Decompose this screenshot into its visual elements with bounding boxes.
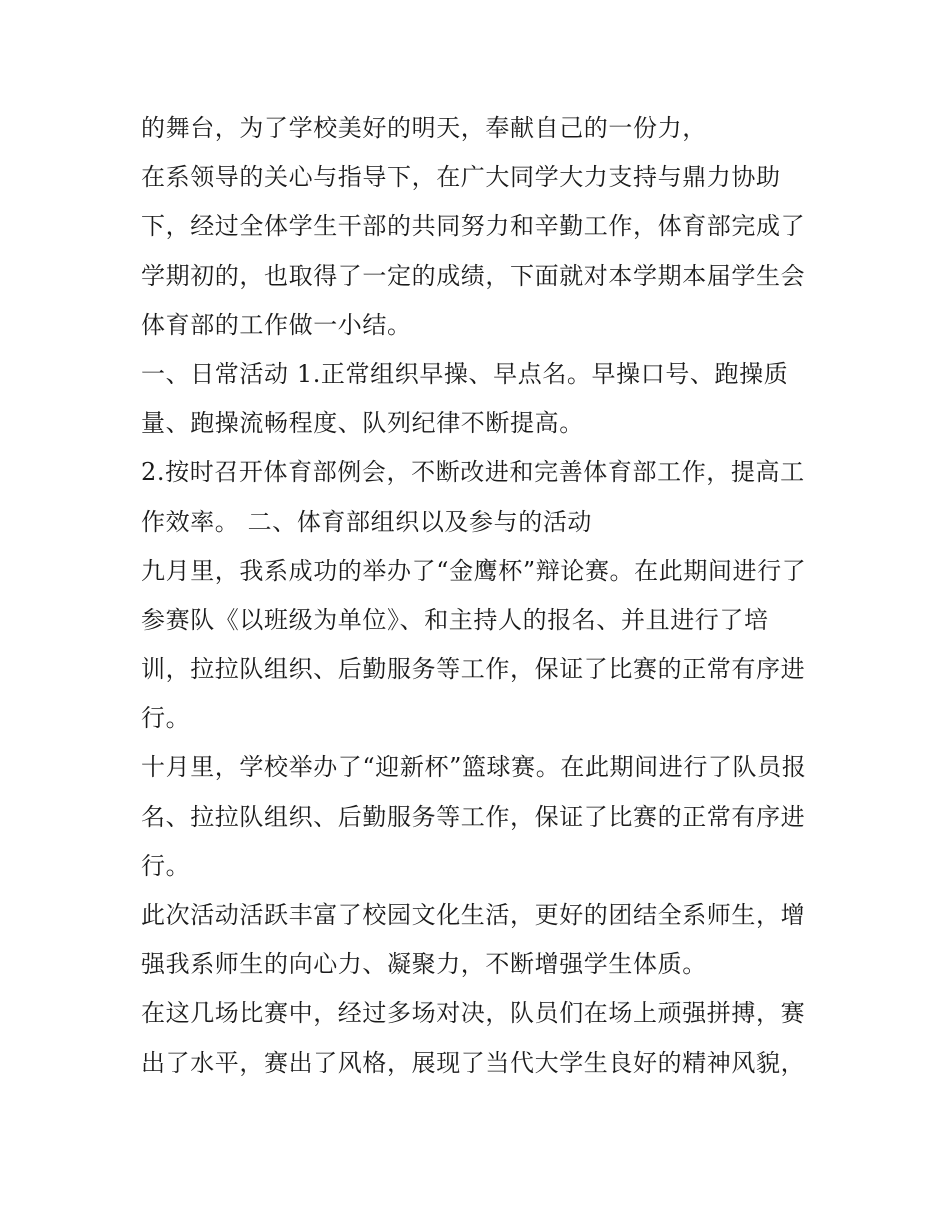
body-text [141, 104, 831, 1088]
text-line: 此次活动活跃丰富了校园文化生活，更好的团结全系师生，增 [141, 901, 806, 929]
text-line: 出了水平，赛出了风格，展现了当代大学生良好的精神风貌， [141, 1048, 806, 1077]
text-line: 九月里，我系成功的举办了“金鹰杯”辩论赛。在此期间进行了 [141, 556, 807, 585]
text-line: 下，经过全体学生干部的共同努力和辛勤工作，体育部完成了 [141, 212, 806, 241]
text-line: 量、跑操流畅程度、队列纪律不断提高。 [141, 409, 584, 438]
text-line: 名、拉拉队组织、后勤服务等工作，保证了比赛的正常有序进 [141, 802, 806, 831]
text-line: 体育部的工作做一小结。 [141, 310, 412, 339]
text-line: 的舞台，为了学校美好的明天，奉献自己的一份力， [141, 114, 707, 142]
text-line: 学期初的，也取得了一定的成绩，下面就对本学期本届学生会 [141, 261, 806, 290]
text-line: 参赛队《以班级为单位》、和主持人的报名、并且进行了培 [141, 605, 769, 634]
text-line: 2.按时召开体育部例会，不断改进和完善体育部工作，提高工 [141, 458, 805, 487]
text-line: 强我系师生的向心力、凝聚力，不断增强学生体质。 [141, 950, 707, 979]
text-line: 一、日常活动 1.正常组织早操、早点名。早操口号、跑操质 [141, 359, 789, 388]
text-line: 作效率。 二、体育部组织以及参与的活动 [141, 507, 593, 536]
text-line: 行。 [141, 851, 191, 880]
text-line: 训，拉拉队组织、后勤服务等工作，保证了比赛的正常有序进 [141, 655, 806, 684]
text-line: 行。 [141, 704, 191, 733]
text-line: 在这几场比赛中，经过多场对决，队员们在场上顽强拼搏，赛 [141, 999, 806, 1028]
text-line: 在系领导的关心与指导下，在广大同学大力支持与鼎力协助 [141, 163, 781, 192]
text-line: 十月里，学校举办了“迎新杯”篮球赛。在此期间进行了队员报 [141, 753, 807, 782]
